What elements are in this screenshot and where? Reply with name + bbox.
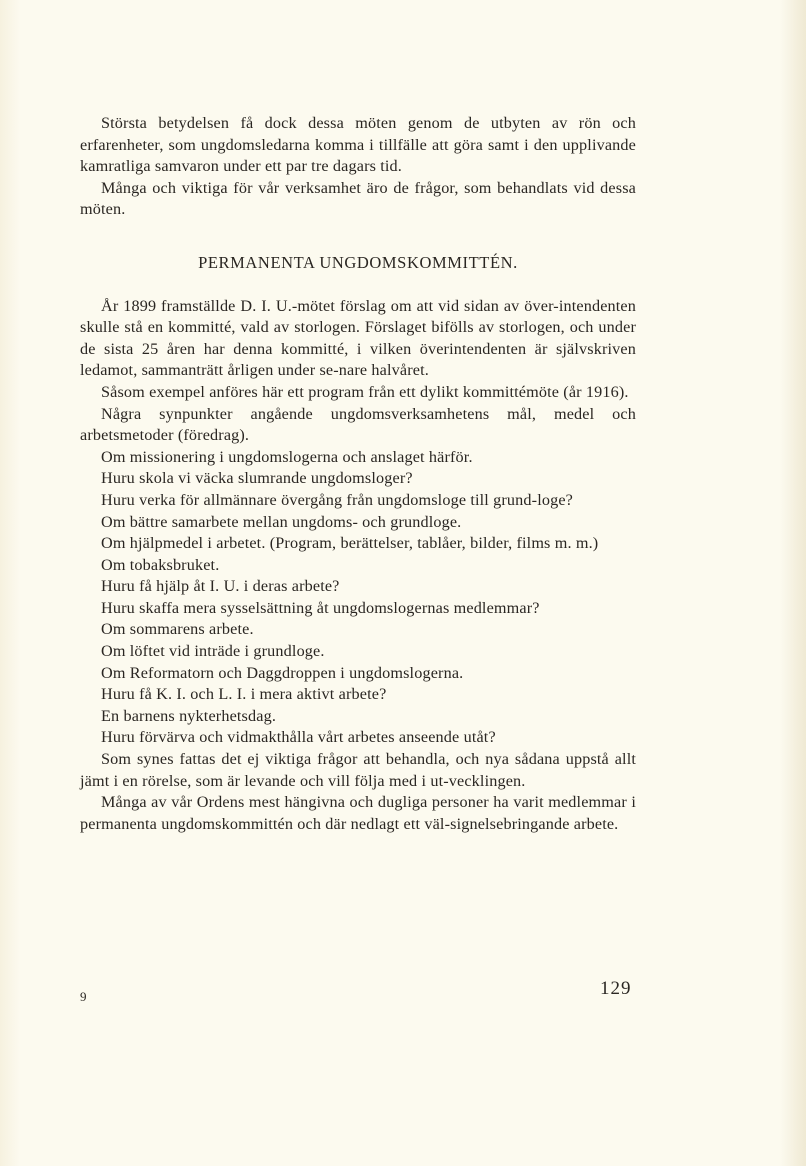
program-item: Huru få hjälp åt I. U. i deras arbete?	[101, 577, 340, 596]
body-paragraph-2: Såsom exempel anföres här ett program från ett dylikt kommittémöte (år 1916).	[101, 382, 629, 401]
program-list	[80, 404, 636, 750]
program-item: Om missionering i ungdomslogerna och anslaget härför.	[101, 447, 473, 466]
program-item: Huru skaffa mera sysselsättning åt ungdomslogernas medlemmar?	[101, 598, 540, 617]
page-text	[80, 113, 636, 835]
signature-mark: 9	[80, 989, 87, 1004]
closing-paragraph-2: Många av vår Ordens mest hängivna och dugliga personer ha varit medlemmar i permanenta ungdomskommittén och där nedlagt ett väl-signelsebringande arbete.	[80, 793, 636, 833]
closing-paragraph-1: Som synes fattas det ej viktiga frågor att behandla, och nya sådana uppstå allt jämt i en rörelse, som är levande och vill följa med i ut-vecklingen.	[80, 750, 636, 790]
program-item: Huru skola vi väcka slumrande ungdomsloger?	[101, 469, 413, 488]
intro-paragraph-2: Många och viktiga för vår verksamhet äro de frågor, som behandlats vid dessa möten.	[80, 178, 636, 219]
page-number: 129	[600, 978, 632, 999]
program-item: Om löftet vid inträde i grundloge.	[101, 642, 325, 661]
program-item: Om hjälpmedel i arbetet. (Program, berättelser, tablåer, bilder, films m. m.)	[101, 534, 599, 553]
section-heading: PERMANENTA UNGDOMSKOMMITTÉN.	[198, 252, 518, 272]
program-item: Om tobaksbruket.	[101, 555, 220, 574]
program-item: Huru få K. I. och L. I. i mera aktivt arbete?	[101, 685, 387, 704]
program-item: Om Reformatorn och Daggdroppen i ungdomslogerna.	[101, 663, 464, 682]
program-item: Huru verka för allmännare övergång från ungdomsloge till grund-loge?	[101, 490, 573, 509]
program-item: Om bättre samarbete mellan ungdoms- och grundloge.	[101, 512, 462, 531]
intro-paragraph-1: Största betydelsen få dock dessa möten genom de utbyten av rön och erfarenheter, som ungdomsledarna komma i tillfälle att göra samt i den upplivande kamratliga samvaron under ett par tre dagars tid.	[80, 114, 636, 176]
program-item: En barnens nykterhetsdag.	[101, 706, 277, 725]
program-item: Huru förvärva och vidmakthålla vårt arbetes anseende utåt?	[101, 728, 496, 747]
program-item: Några synpunkter angående ungdomsverksamhetens mål, medel och arbetsmetoder (föredrag).	[80, 404, 636, 445]
body-paragraph-1: År 1899 framställde D. I. U.-mötet förslag om att vid sidan av över-intendenten skulle stå en kommitté, vald av storlogen. Förslaget bifölls av storlogen, och under de sista 25 åren har denna kommitté, i vilken överintendenten är självskriven ledamot, sammanträtt årligen under se-nare halvåret.	[80, 296, 636, 380]
program-item: Om sommarens arbete.	[101, 620, 254, 639]
